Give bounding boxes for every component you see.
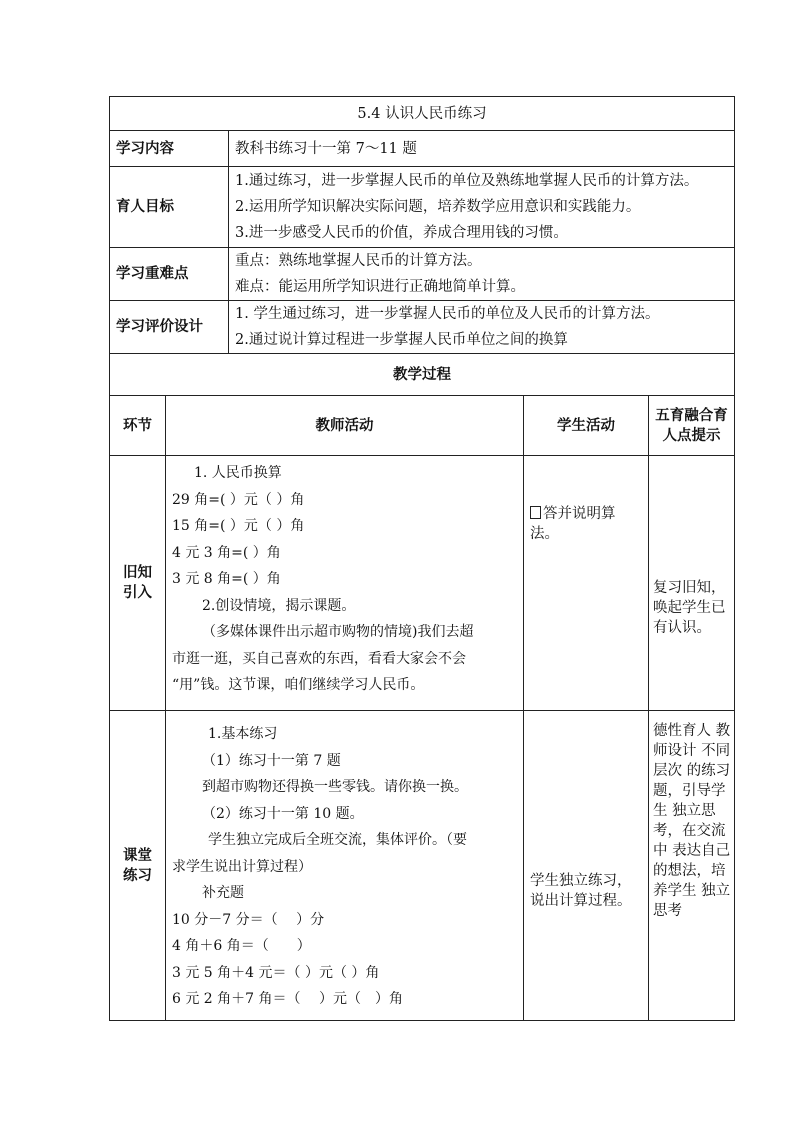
teacher-line: 市逛一逛，买自己喜欢的东西，看看大家会不会: [172, 650, 466, 667]
teacher-line: “用”钱。这节课，咱们继续学习人民币。: [172, 677, 425, 693]
stage-class-practice: [110, 711, 166, 1021]
wuyu-note-practice: [649, 711, 735, 1021]
label-learning-content: 学习内容: [110, 131, 229, 167]
teacher-line: 到超市购物还得换一些零钱。请你换一换。: [202, 779, 468, 795]
teacher-line: （1）练习十一第 7 题: [202, 752, 341, 769]
checkbox-square-icon: [530, 506, 541, 519]
key-difficulties-cell: [229, 248, 735, 301]
wuyu-note-review: [649, 456, 735, 711]
teacher-line: 4 元 3 角=( ）角: [172, 544, 281, 561]
teacher-line: 4 角＋6 角＝（ ）: [172, 938, 311, 954]
difficulty-line: 难点：能运用所学知识进行正确地简单计算。: [235, 279, 525, 295]
goal-line: 1.通过练习，进一步掌握人民币的单位及熟练地掌握人民币的计算方法。: [235, 173, 699, 189]
label-evaluation-design: 学习评价设计: [110, 301, 229, 354]
evaluation-design-cell: [229, 301, 735, 354]
document-title: 5.4 认识人民币练习: [110, 97, 735, 131]
header-student-activity: 学生活动: [524, 396, 649, 456]
teacher-line: 2.创设情境，揭示课题。: [202, 597, 356, 614]
teacher-line: （多媒体课件出示超市购物的情境)我们去超: [202, 624, 474, 640]
key-point-line: 重点：熟练地掌握人民币的计算方法。: [235, 253, 482, 269]
learning-content-cell: [229, 131, 735, 167]
student-activity-text: 答并说明算法。: [530, 506, 616, 542]
process-title: 教学过程: [110, 354, 735, 396]
teacher-line: 求学生说出计算过程）: [172, 858, 312, 875]
teacher-line: 10 分－7 分＝（ ）分: [172, 911, 325, 928]
teacher-line: 3 元 8 角=( ）角: [172, 571, 281, 587]
teacher-line: 3 元 5 角＋4 元＝（ ）元（ ）角: [172, 964, 380, 981]
teacher-line: 15 角=( ）元（ ）角: [172, 518, 305, 534]
header-five-education-hint: 五育融合育人点提示: [649, 396, 735, 456]
teacher-line: 29 角=( ）元（ ）角: [172, 491, 305, 508]
teacher-activity-practice: [166, 711, 524, 1021]
evaluation-line: 2.通过说计算过程进一步掌握人民币单位之间的换算: [235, 332, 568, 348]
wuyu-note-text: 复习旧知，唤起学生已有认识。: [653, 580, 726, 636]
teacher-line: 学生独立完成后全班交流，集体评价。（要: [208, 832, 467, 848]
teacher-line: 6 元 2 角＋7 角＝（ ）元（ ）角: [172, 991, 403, 1007]
student-activity-practice: [524, 711, 649, 1021]
evaluation-line: 1. 学生通过练习，进一步掌握人民币的单位及人民币的计算方法。: [235, 306, 660, 322]
stage-name: 旧知引入: [122, 565, 152, 601]
learning-content-line: 教科书练习十一第 7～11 题: [235, 140, 417, 157]
lesson-plan-table: [109, 96, 735, 1021]
stage-name: 课堂练习: [122, 847, 152, 884]
teacher-line: 1.基本练习: [208, 726, 278, 742]
student-activity-text: 学生独立练习，说出计算过程。: [530, 872, 632, 909]
teacher-line: （2）练习十一第 10 题。: [202, 805, 364, 822]
goal-line: 3.进一步感受人民币的价值，养成合理用钱的习惯。: [235, 225, 568, 241]
header-stage: 环节: [110, 396, 166, 456]
wuyu-note-text: 德性育人 教师设计 不同层次 的练习题，引导学生 独立思考，在交流中 表达自己 的想法，培养学生 独立思考: [653, 723, 731, 919]
label-key-difficulties: 学习重难点: [110, 248, 229, 301]
goal-line: 2.运用所学知识解决实际问题，培养数学应用意识和实践能力。: [235, 199, 641, 215]
teacher-line: 1. 人民币换算: [194, 465, 282, 481]
teacher-activity-review: [166, 456, 524, 711]
header-teacher-activity: 教师活动: [166, 396, 524, 456]
student-activity-review: [524, 456, 649, 711]
teacher-line: 补充题: [202, 885, 244, 901]
education-goals-cell: [229, 167, 735, 248]
stage-review-intro: [110, 456, 166, 711]
label-education-goals: 育人目标: [110, 167, 229, 248]
